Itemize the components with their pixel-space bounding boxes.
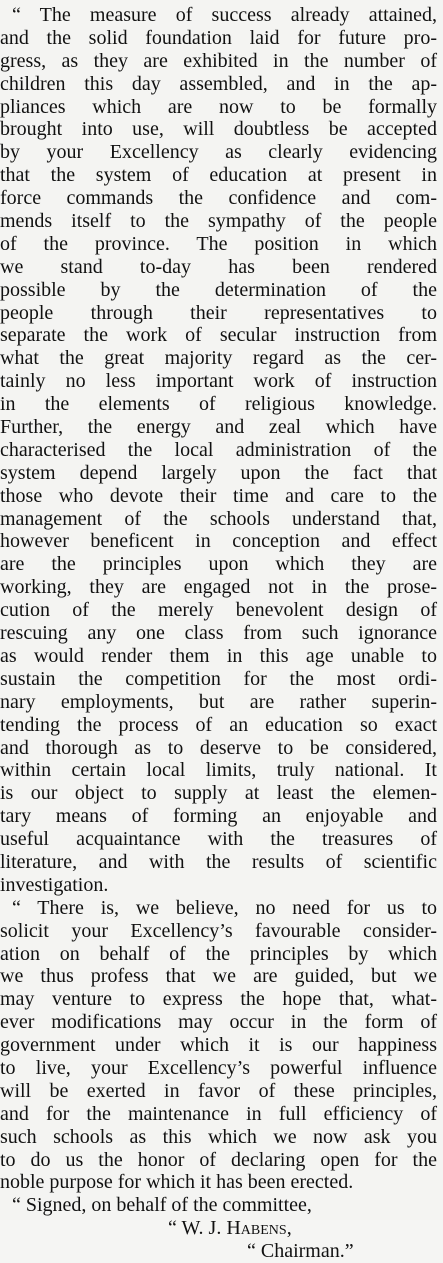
text-line: Further, the energy and zeal which have [0,416,437,439]
text-line: separate the work of secular instruction from [0,324,437,347]
text-line: however beneficent in conception and effect [0,530,437,553]
text-line: to do us the honor of declaring open for the [0,1148,437,1171]
text-line: what the great majority regard as the cer- [0,347,437,370]
name-surname: Habens [226,1217,287,1240]
text-line: tainly no less important work of instruction [0,370,437,393]
text-line: we stand to-day has been rendered [0,255,437,278]
text-line: as would render them in this age unable to [0,644,437,667]
text-line: tending the process of an education so exact [0,713,437,736]
text-line: will be exerted in favor of these principles, [0,1079,437,1102]
text-line: of the province. The position in which [0,232,437,255]
text-line: rescuing any one class from such ignorance [0,622,437,645]
text-line: such schools as this which we now ask you [0,1125,437,1148]
text-line: management of the schools understand that, [0,507,437,530]
text-line: “ The measure of success already attained, [12,4,437,26]
text-line: characterised the local administration of the [0,438,437,461]
text-line: solicit your Excellency’s favourable consider- [0,919,437,942]
text-line: tary means of forming an enjoyable and [0,805,437,828]
text-line: cution of the merely benevolent design of [0,599,437,622]
text-line: and the solid foundation laid for future pro- [0,26,437,49]
paragraph-2 [0,897,443,1195]
text-line: force commands the confidence and com- [0,187,437,210]
text-line: useful acquaintance with the treasures of [0,828,437,851]
text-line: system depend largely upon the fact that [0,461,437,484]
text-line: sustain the competition for the most ordi- [0,667,437,690]
text-line: possible by the determination of the [0,278,437,301]
text-line: within certain local limits, truly national. It [0,759,437,782]
text-line: literature, and with the results of scientific [0,850,437,873]
text-line: those who devote their time and care to the [0,484,437,507]
text-line: gress, as they are exhibited in the number of [0,49,437,72]
name-prefix: “ W. J. [168,1217,227,1240]
text-line: “ There is, we believe, no need for us to [12,896,437,919]
text-line: by your Excellency as clearly evidencing [0,141,437,164]
text-line: noble purpose for which it has been erected. [0,1171,354,1194]
text-line: ever modifications may occur in the form of [0,1011,437,1034]
text-line: people through their representatives to [0,301,437,324]
signature-block [0,1194,443,1263]
signatory-title: “ Chairman.” [247,1240,354,1263]
text-line: ation on behalf of the principles by which [0,942,437,965]
paragraph-1 [0,4,443,897]
text-line: mends itself to the sympathy of the people [0,210,437,233]
text-line: and thorough as to deserve to be considered, [0,736,437,759]
text-line: may venture to express the hope that, what- [0,988,437,1011]
text-line: in the elements of religious knowledge. [0,393,437,416]
text-line: to live, your Excellency’s powerful influence [0,1056,437,1079]
text-line: pliances which are now to be formally [0,95,437,118]
text-line: and for the maintenance in full efficiency of [0,1102,437,1125]
text-line: nary employments, but are rather superin- [0,690,437,713]
text-line: working, they are engaged not in the prose- [0,576,437,599]
signatory-name [0,1217,443,1240]
text-line: that the system of education at present in [0,164,437,187]
text-line: government under which it is our happiness [0,1034,437,1057]
signed-line: “ Signed, on behalf of the committee, [12,1194,312,1217]
text-line: is our object to supply at least the elemen- [0,782,437,805]
text-line: are the principles upon which they are [0,553,437,576]
text-line: children this day assembled, and in the ap- [0,72,437,95]
text-line: investigation. [0,873,109,896]
name-suffix: , [286,1217,292,1240]
text-line: we thus profess that we are guided, but we [0,965,437,988]
text-line: brought into use, will doubtless be accepted [0,118,437,141]
